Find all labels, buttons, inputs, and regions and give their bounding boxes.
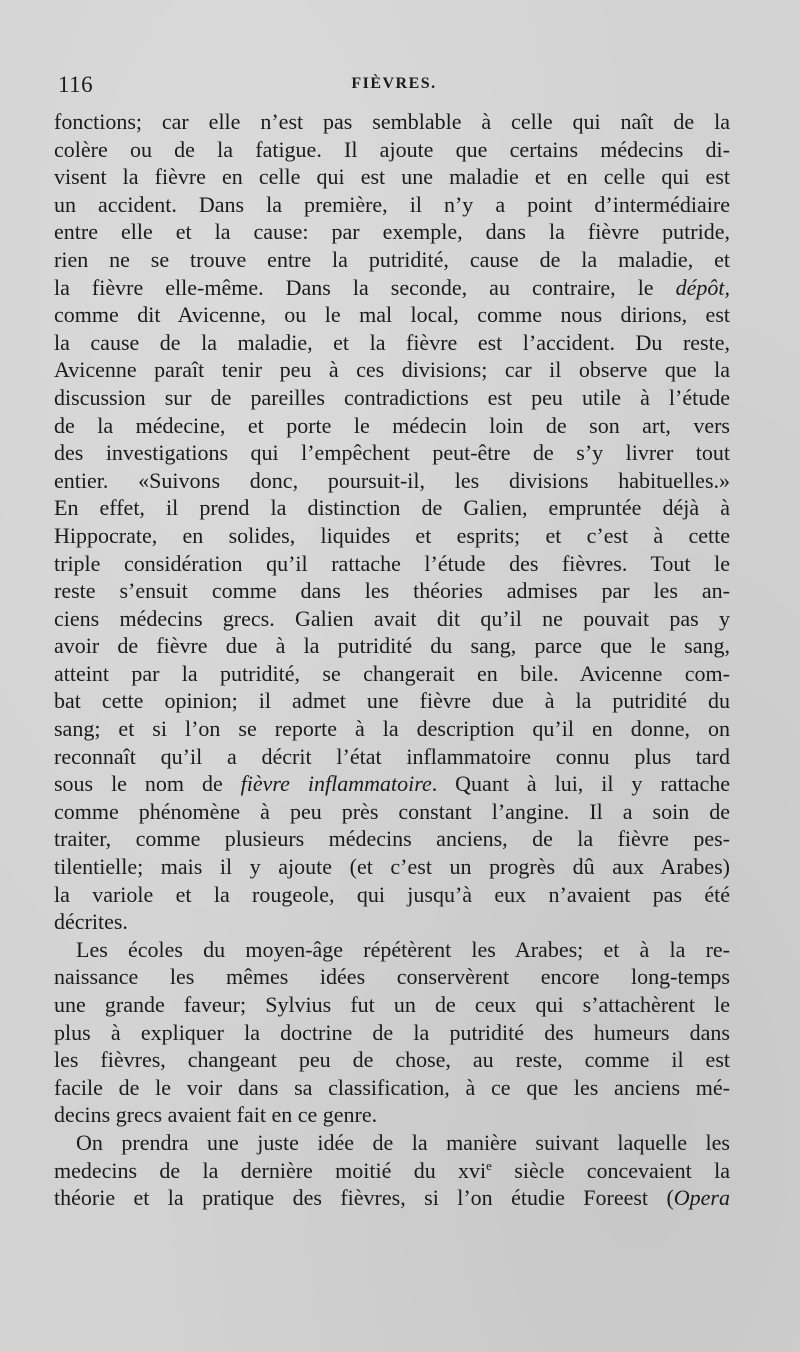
- text-run: rien ne se trouve entre la putridité, cause de la maladie, et: [54, 246, 730, 272]
- text-line: [54, 274, 730, 302]
- text-run: facile de le voir dans sa classification, à ce que les anciens mé-: [54, 1074, 730, 1100]
- text-line: [54, 605, 730, 633]
- text-run: entre elle et la cause: par exemple, dans la fièvre putride,: [54, 219, 730, 245]
- text-run: décrites.: [54, 909, 128, 935]
- text-line: [54, 550, 730, 578]
- text-line: [54, 1184, 730, 1212]
- text-line: [54, 881, 730, 909]
- italic-text: fièvre inflammatoire: [240, 771, 432, 797]
- text-run: sous le nom de: [54, 771, 241, 797]
- text-run: comme phénomène à peu près constant l’angine. Il a soin de: [54, 798, 730, 824]
- text-line: [54, 356, 730, 384]
- text-line: [54, 908, 730, 936]
- running-head: [58, 72, 730, 102]
- text-run: ciens médecins grecs. Galien avait dit qu’il ne pouvait pas y: [54, 605, 730, 631]
- text-line: [54, 1157, 730, 1185]
- text-line: [54, 218, 730, 246]
- text-run: colère ou de la fatigue. Il ajoute que certains médecins di-: [54, 136, 730, 162]
- text-run: reconnaît qu’il a décrit l’état inflammatoire connu plus tard: [54, 743, 730, 769]
- text-line: [54, 715, 730, 743]
- text-line: [54, 632, 730, 660]
- text-line: [54, 1129, 730, 1157]
- text-run: théorie et la pratique des fièvres, si l’on étudie Foreest (: [54, 1185, 674, 1211]
- text-line: [54, 1101, 730, 1129]
- paragraph: [54, 936, 730, 1129]
- page-number: 116: [58, 72, 94, 97]
- text-line: [54, 825, 730, 853]
- paragraph: [54, 1129, 730, 1212]
- body-text: [54, 108, 730, 1212]
- text-line: [54, 384, 730, 412]
- text-line: [54, 1019, 730, 1047]
- text-run: un accident. Dans la première, il n’y a point d’intermédiaire: [54, 191, 730, 217]
- text-line: [54, 301, 730, 329]
- text-line: [54, 246, 730, 274]
- text-line: [54, 191, 730, 219]
- text-line: [54, 412, 730, 440]
- text-run: traiter, comme plusieurs médecins anciens, de la fièvre pes-: [54, 826, 730, 852]
- text-run: atteint par la putridité, se changerait en bile. Avicenne com-: [54, 660, 730, 686]
- text-run: bat cette opinion; il admet une fièvre due à la putridité du: [54, 688, 730, 714]
- text-run: avoir de fièvre due à la putridité du sang, parce que le sang,: [54, 633, 730, 659]
- text-run: sang; et si l’on se reporte à la description qu’il en donne, on: [54, 716, 730, 742]
- text-run: Hippocrate, en solides, liquides et esprits; et c’est à cette: [54, 522, 730, 548]
- text-run: de la médecine, et porte le médecin loin de son art, vers: [54, 412, 730, 438]
- text-run: discussion sur de pareilles contradictions est peu utile à l’étude: [54, 384, 730, 410]
- text-run: la variole et la rougeole, qui jusqu’à eux n’avaient pas été: [54, 881, 730, 907]
- text-line: [54, 770, 730, 798]
- text-line: [54, 798, 730, 826]
- text-line: [54, 660, 730, 688]
- text-run: decins grecs avaient fait en ce genre.: [54, 1102, 378, 1128]
- text-run: tilentielle; mais il y ajoute (et c’est un progrès dû aux Arabes): [54, 854, 730, 880]
- text-run: fonctions; car elle n’est pas semblable à celle qui naît de la: [54, 109, 730, 134]
- text-line: [54, 439, 730, 467]
- text-run: Les écoles du moyen-âge répétèrent les Arabes; et à la re-: [76, 936, 730, 962]
- text-line: [54, 1046, 730, 1074]
- text-run: . Quant à lui, il y rattache: [431, 771, 730, 797]
- text-line: [54, 577, 730, 605]
- text-run: la cause de la maladie, et la fièvre est l’accident. Du reste,: [54, 329, 730, 355]
- italic-text: Opera: [673, 1185, 730, 1211]
- text-line: [54, 522, 730, 550]
- text-run: triple considération qu’il rattache l’étude des fièvres. Tout le: [54, 550, 730, 576]
- text-run: En effet, il prend la distinction de Galien, empruntée déjà à: [54, 495, 730, 521]
- text-line: [54, 494, 730, 522]
- text-run: Avicenne paraît tenir peu à ces divisions; car il observe que la: [54, 357, 730, 383]
- text-run: une grande faveur; Sylvius fut un de ceux qui s’attachèrent le: [54, 992, 730, 1017]
- text-line: [54, 329, 730, 357]
- italic-text: dépôt,: [675, 274, 730, 300]
- text-run: visent la fièvre en celle qui est une maladie et en celle qui est: [54, 164, 730, 190]
- text-run: la fièvre elle-même. Dans la seconde, au contraire, le: [54, 274, 676, 300]
- text-line: [54, 936, 730, 964]
- text-run: des investigations qui l’empêchent peut-être de s’y livrer tout: [54, 440, 730, 466]
- text-line: [54, 163, 730, 191]
- text-line: [54, 853, 730, 881]
- text-run: On prendra une juste idée de la manière suivant laquelle les: [76, 1129, 730, 1155]
- text-run: entier. «Suivons donc, poursuit-il, les divisions habituelles.»: [54, 467, 730, 493]
- paragraph: [54, 108, 730, 936]
- text-line: [54, 687, 730, 715]
- text-run: comme dit Avicenne, ou le mal local, comme nous dirions, est: [54, 302, 730, 328]
- text-line: [54, 991, 730, 1019]
- running-title: FIÈVRES.: [351, 75, 437, 92]
- text-line: [54, 743, 730, 771]
- text-line: [54, 108, 730, 136]
- text-run: siècle concevaient la: [491, 1157, 730, 1183]
- text-run: reste s’ensuit comme dans les théories admises par les an-: [54, 578, 730, 604]
- text-line: [54, 1074, 730, 1102]
- text-run: les fièvres, changeant peu de chose, au reste, comme il est: [54, 1047, 730, 1073]
- text-run: naissance les mêmes idées conservèrent encore long-temps: [54, 964, 730, 990]
- text-line: [54, 963, 730, 991]
- text-line: [54, 467, 730, 495]
- superscript-text: e: [486, 1157, 492, 1173]
- text-run: medecins de la dernière moitié du xvi: [54, 1157, 487, 1183]
- text-run: plus à expliquer la doctrine de la putridité des humeurs dans: [54, 1019, 730, 1045]
- text-line: [54, 136, 730, 164]
